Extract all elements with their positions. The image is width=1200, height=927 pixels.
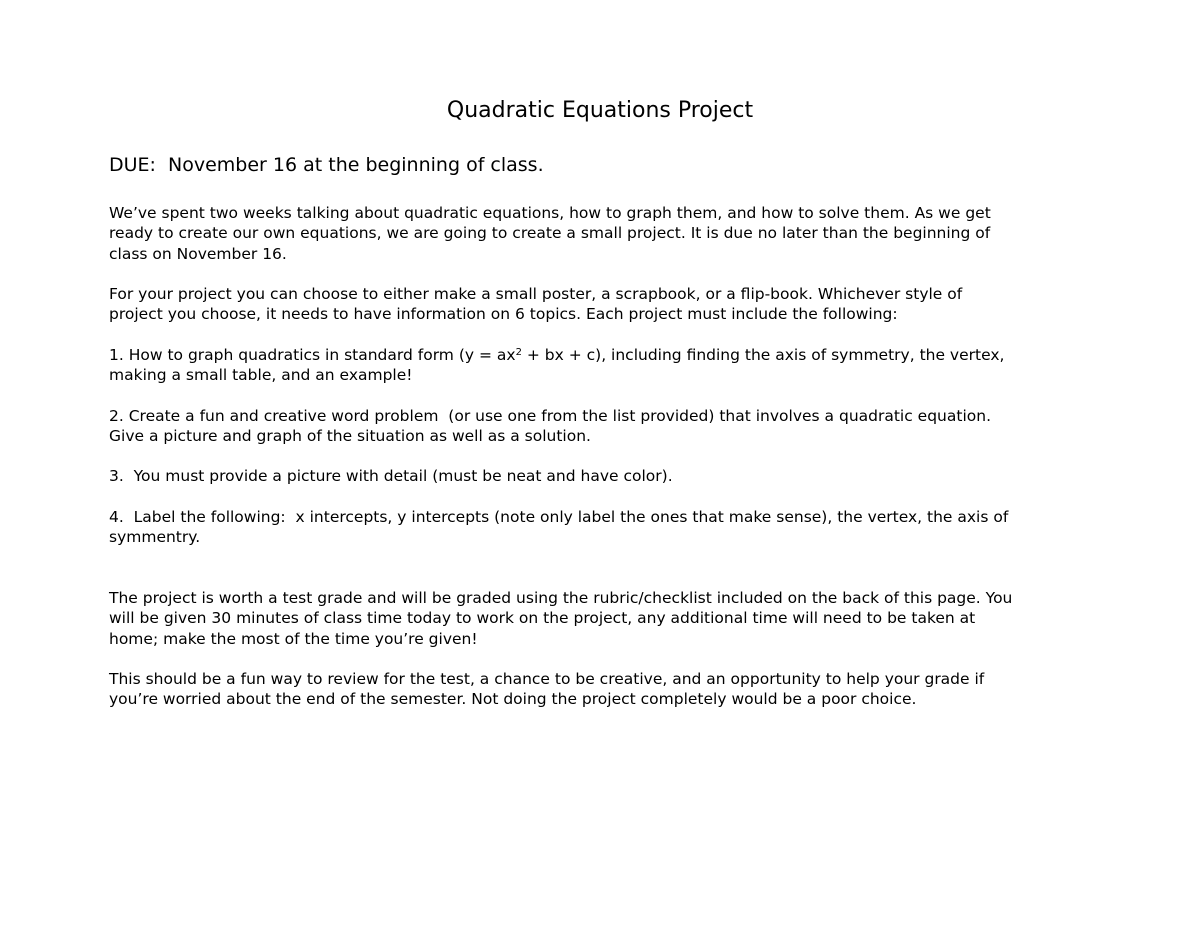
paragraph-line: 2. Create a fun and creative word problem (or use one from the list provided) that involves a quadratic equation.	[109, 407, 992, 425]
paragraph-line: you’re worried about the end of the semester. Not doing the project completely would be a poor choice.	[109, 690, 917, 709]
paragraph-line: Give a picture and graph of the situation as well as a solution.	[109, 427, 591, 446]
line-text: + bx + c), including finding the axis of symmetry, the vertex,	[521, 346, 1005, 364]
requirement-item-2	[109, 406, 1099, 447]
due-date-heading: DUE: November 16 at the beginning of class.	[109, 154, 544, 176]
paragraph-line: 3. You must provide a picture with detail (must be neat and have color).	[109, 467, 673, 485]
requirement-item-4	[109, 507, 1099, 548]
project-options-paragraph	[109, 284, 1099, 325]
grading-paragraph	[109, 588, 1099, 649]
paragraph-line: ready to create our own equations, we are going to create a small project. It is due no later than the beginning of	[109, 224, 991, 243]
paragraph-line: For your project you can choose to either make a small poster, a scrapbook, or a flip-book. Whichever style of	[109, 285, 963, 303]
intro-paragraph	[109, 203, 1099, 264]
page-title: Quadratic Equations Project	[446, 98, 754, 123]
paragraph-line: The project is worth a test grade and will be graded using the rubric/checklist included on the back of this page. You	[109, 589, 1013, 607]
requirement-item-1	[109, 345, 1099, 386]
requirement-item-3	[109, 466, 1099, 486]
paragraph-line: home; make the most of the time you’re given!	[109, 629, 478, 648]
paragraph-line	[109, 345, 1099, 365]
paragraph-line: 4. Label the following: x intercepts, y intercepts (note only label the ones that make sense), the vertex, the axis of	[109, 508, 1009, 526]
closing-paragraph	[109, 669, 1099, 710]
exponent-superscript: 2	[515, 347, 522, 358]
line-text: 1. How to graph quadratics in standard form (y = ax	[109, 346, 516, 364]
paragraph-line: symmentry.	[109, 528, 201, 547]
paragraph-line: project you choose, it needs to have information on 6 topics. Each project must include the following:	[109, 305, 898, 324]
paragraph-line: We’ve spent two weeks talking about quadratic equations, how to graph them, and how to solve them. As we get	[109, 204, 991, 222]
paragraph-line: This should be a fun way to review for the test, a chance to be creative, and an opportunity to help your grade if	[109, 670, 985, 688]
paragraph-line: class on November 16.	[109, 244, 287, 263]
paragraph-line: making a small table, and an example!	[109, 366, 413, 385]
paragraph-line: will be given 30 minutes of class time today to work on the project, any additional time will need to be taken at	[109, 609, 976, 628]
